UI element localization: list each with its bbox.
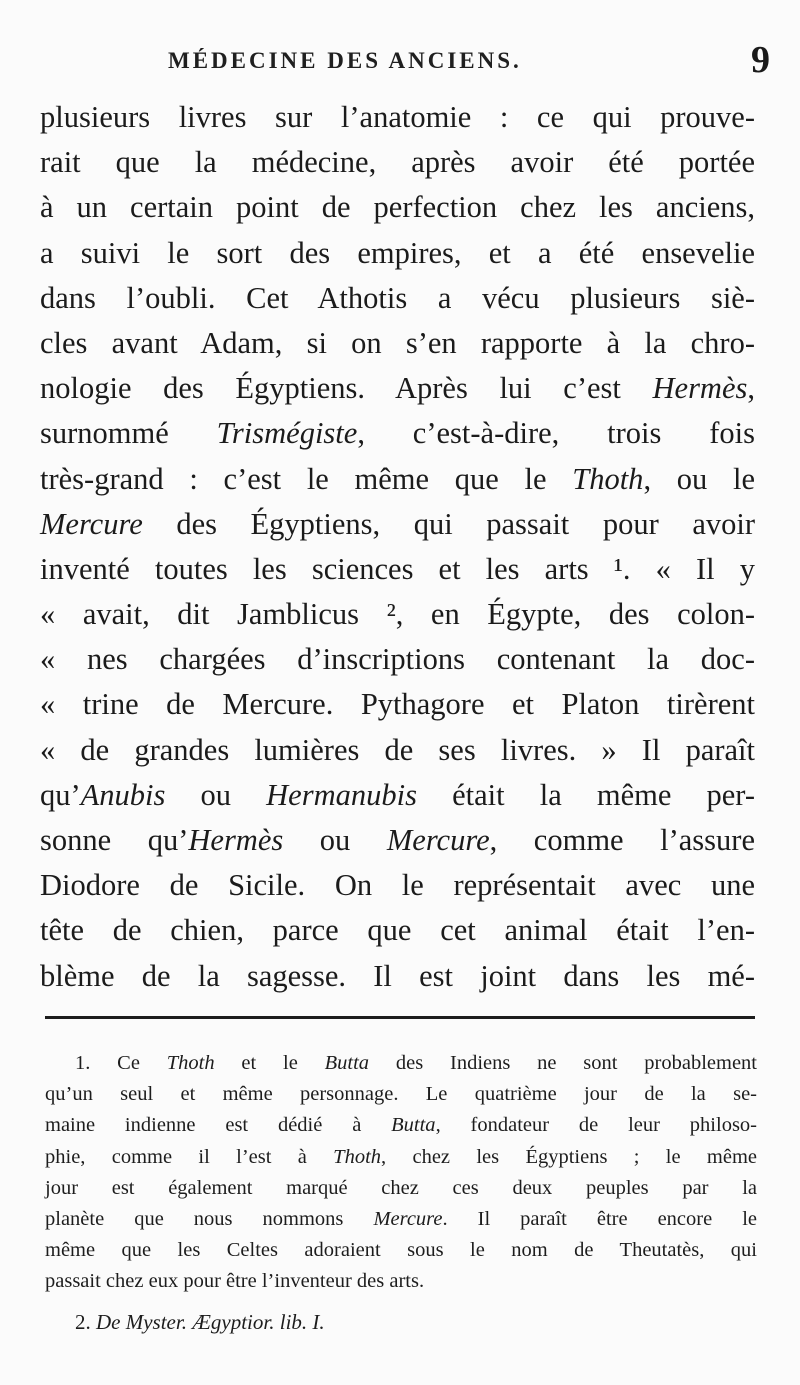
text-run: à un certain point de perfection chez les anciens,: [40, 190, 755, 225]
text-run: tête de chien, parce que cet animal était l’en-: [40, 913, 755, 948]
body-text: [40, 95, 755, 999]
body-line: [40, 547, 755, 592]
body-line: [40, 411, 755, 456]
text-run: sonne qu’: [40, 823, 189, 857]
body-line: [40, 276, 755, 321]
body-line: [40, 457, 755, 502]
text-run: ou: [165, 777, 267, 812]
text-run: était la même per-: [416, 777, 755, 812]
footnote-rule: [45, 1016, 755, 1019]
footnote-line: [45, 1110, 757, 1141]
italic-text: Butta: [391, 1114, 436, 1137]
text-run: ,: [747, 371, 755, 406]
text-run: très-grand : c’est le même que le: [40, 461, 573, 496]
text-run: plusieurs livres sur l’anatomie : ce qui prouve-: [40, 100, 755, 134]
italic-text: Mercure: [373, 1207, 443, 1230]
text-run: phie, comme il l’est à: [45, 1145, 334, 1168]
text-run: surnommé: [40, 416, 217, 451]
text-run: et le: [214, 1052, 325, 1074]
body-line: [40, 818, 755, 863]
italic-text: Hermès: [652, 371, 748, 406]
footnote-line: [45, 1079, 757, 1110]
italic-text: Thoth: [333, 1145, 382, 1168]
text-run: « de grandes lumières de ses livres. » Il paraît: [40, 732, 755, 767]
text-run: dans l’oubli. Cet Athotis a vécu plusieurs siè-: [40, 280, 755, 315]
page-number: 9: [751, 39, 770, 81]
text-run: , ou le: [643, 461, 755, 496]
text-run: blème de la sagesse. Il est joint dans les mé-: [40, 958, 755, 993]
body-line: [40, 682, 755, 727]
body-line: [40, 773, 755, 818]
text-run: , c’est-à-dire, trois fois: [357, 416, 755, 451]
text-run: 1. Ce: [75, 1052, 167, 1074]
body-line: [40, 140, 755, 185]
body-line: [40, 95, 755, 140]
body-line: [40, 366, 755, 411]
footnote-line: [45, 1173, 757, 1204]
footnote-line: [45, 1048, 757, 1079]
italic-text: Thoth: [166, 1052, 215, 1074]
text-run: a suivi le sort des empires, et a été ensevelie: [40, 235, 755, 270]
text-run: , comme l’assure: [489, 823, 755, 857]
text-run: ou: [283, 823, 387, 857]
body-line: [40, 908, 755, 953]
footnote-1: [45, 1048, 757, 1298]
text-run: jour est également marqué chez ces deux peuples par la: [45, 1176, 757, 1199]
text-run: . Il paraît être encore le: [442, 1207, 758, 1230]
body-line: [40, 728, 755, 773]
italic-text: Butta: [324, 1052, 370, 1074]
italic-text: Mercure: [386, 823, 490, 857]
text-run: même que les Celtes adoraient sous le nom de Theutatès, qui: [45, 1239, 757, 1262]
footnote-line: [45, 1235, 757, 1266]
text-run: rait que la médecine, après avoir été portée: [40, 145, 755, 180]
footnote-line: [45, 1266, 757, 1297]
footnote-line: [45, 1204, 757, 1235]
text-run: cles avant Adam, si on s’en rapporte à la chro-: [40, 325, 755, 360]
italic-text: De Myster. Ægyptior. lib. I.: [96, 1310, 325, 1334]
text-run: qu’un seul et même personnage. Le quatrième jour de la se-: [45, 1083, 757, 1106]
italic-text: Hermanubis: [266, 777, 417, 812]
text-run: « avait, dit Jamblicus ², en Égypte, des colon-: [40, 597, 755, 632]
text-run: nologie des Égyptiens. Après lui c’est: [40, 371, 653, 406]
italic-text: Hermès: [188, 823, 284, 857]
footnote-2: [75, 1310, 325, 1335]
text-run: , fondateur de leur philoso-: [435, 1114, 757, 1137]
body-line: [40, 502, 755, 547]
running-head: MÉDECINE DES ANCIENS.: [168, 48, 522, 73]
text-run: des Indiens ne sont probablement: [369, 1052, 757, 1074]
body-line: [40, 954, 755, 999]
text-run: , chez les Égyptiens ; le même: [381, 1145, 757, 1168]
text-run: qu’: [40, 777, 81, 812]
italic-text: Anubis: [80, 777, 166, 812]
italic-text: Mercure: [40, 506, 143, 541]
text-run: des Égyptiens, qui passait pour avoir: [142, 506, 755, 541]
body-line: [40, 231, 755, 276]
text-run: planète que nous nommons: [45, 1207, 374, 1230]
text-run: passait chez eux pour être l’inventeur des arts.: [45, 1270, 425, 1293]
italic-text: Thoth: [572, 461, 644, 496]
body-line: [40, 185, 755, 230]
page-header: [40, 39, 770, 88]
footnote-line: [45, 1142, 757, 1173]
body-line: [40, 321, 755, 366]
body-line: [40, 863, 755, 908]
italic-text: Trismégiste: [216, 416, 358, 451]
text-run: maine indienne est dédié à: [45, 1114, 392, 1137]
text-run: 2.: [75, 1310, 96, 1334]
body-line: [40, 637, 755, 682]
text-run: inventé toutes les sciences et les arts ¹. « Il y: [40, 551, 755, 586]
text-run: « nes chargées d’inscriptions contenant la doc-: [40, 642, 755, 677]
text-run: « trine de Mercure. Pythagore et Platon tirèrent: [40, 687, 755, 722]
body-line: [40, 592, 755, 637]
text-run: Diodore de Sicile. On le représentait avec une: [40, 868, 755, 903]
